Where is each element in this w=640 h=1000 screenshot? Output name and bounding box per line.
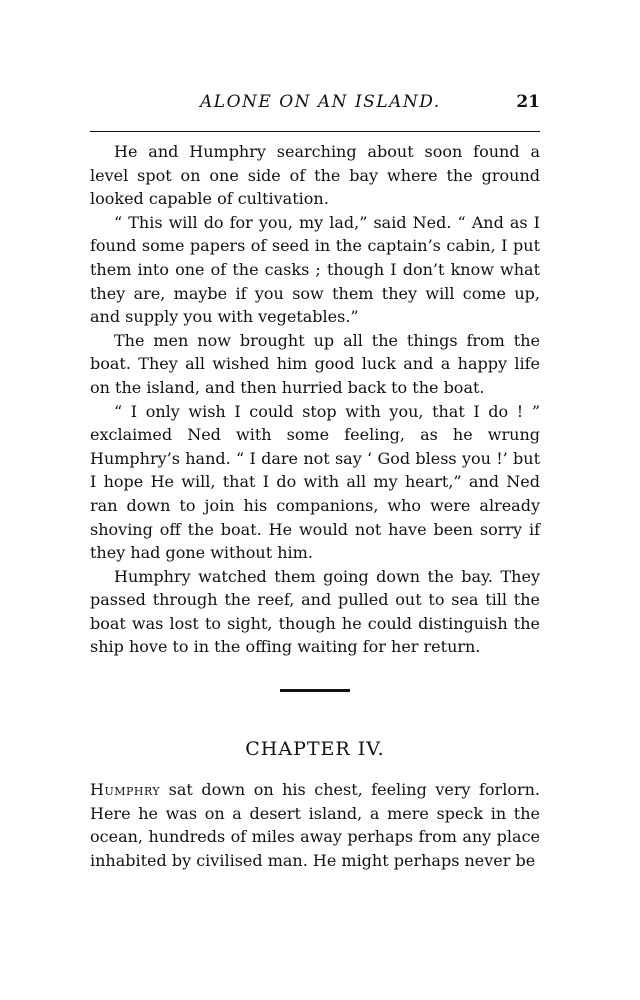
chapter-heading: CHAPTER IV. [245, 738, 385, 760]
running-head: ALONE ON AN ISLAND. [200, 92, 441, 112]
section-divider [280, 689, 350, 692]
paragraph-1: He and Humphry searching about soon found a level spot on one side of the bay where the ground looked capable of cultivation. [90, 142, 540, 209]
chapter-paragraph-1 [90, 778, 540, 872]
chapter-first-word: Humphry [90, 780, 161, 799]
chapter-paragraph-rest: sat down on his chest, feeling very forlorn. Here he was on a desert island, a mere speck in the ocean, hundreds of miles away perhaps from any place inhabited by civilised man. He might perhaps never be [90, 780, 540, 870]
page-number: 21 [516, 92, 540, 112]
chapter-body [90, 778, 540, 872]
header-rule [90, 131, 540, 132]
paragraph-4: “ I only wish I could stop with you, that I do ! ” exclaimed Ned with some feeling, as he wrung Humphry’s hand. “ I dare not say ‘ God bless you !’ but I hope He will, that I do with all my heart,” and Ned ran down to join his companions, who were already shoving off the boat. He would not have been sorry if they had gone without him. [90, 401, 540, 563]
paragraph-5: Humphry watched them going down the bay. They passed through the reef, and pulled out to sea till the boat was lost to sight, though he could distinguish the ship hove to in the offing waiting for her return. [90, 566, 540, 657]
page-header [90, 92, 540, 122]
body-text [90, 140, 540, 659]
paragraph-2: “ This will do for you, my lad,” said Ned. “ And as I found some papers of seed in the captain’s cabin, I put them into one of the casks ; though I don’t know what they are, maybe if you sow them they will come up, and supply you with vegetables.” [90, 212, 540, 327]
paragraph-3: The men now brought up all the things from the boat. They all wished him good luck and a happy life on the island, and then hurried back to the boat. [90, 330, 540, 397]
